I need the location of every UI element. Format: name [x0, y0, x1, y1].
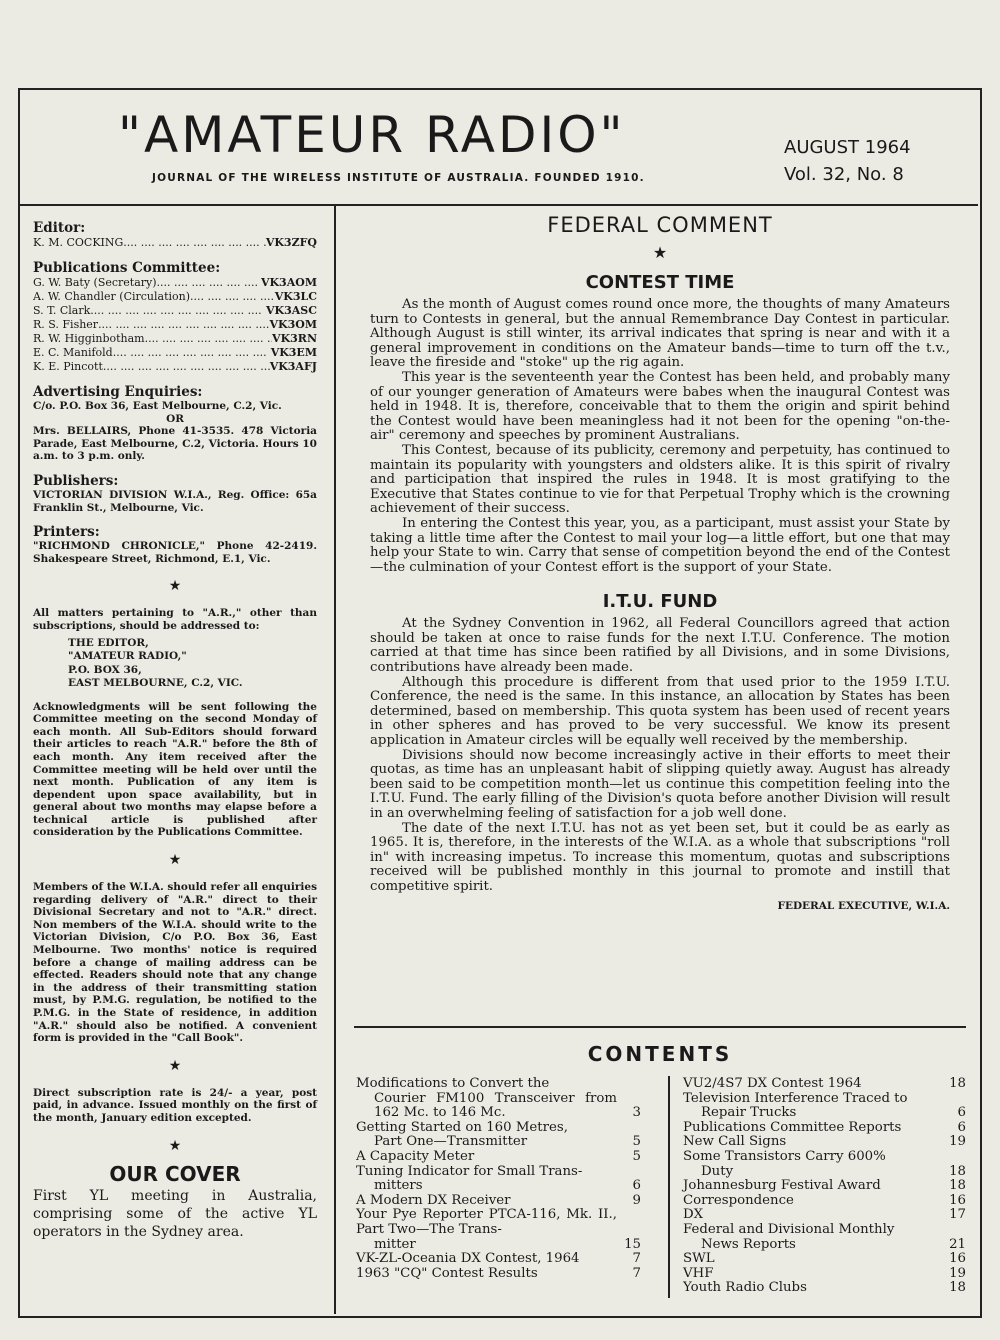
committee-member — [33, 290, 317, 304]
advertising-text: C/o. P.O. Box 36, East Melbourne, C.2, Vic. — [33, 400, 282, 412]
issue-volume: Vol. 32, No. 8 — [784, 164, 904, 185]
entry-page: 18 — [949, 1163, 966, 1179]
address-line: "AMATEUR RADIO," — [68, 650, 187, 663]
entry-page: 7 — [632, 1265, 641, 1281]
member-name: A. W. Chandler (Circulation) — [33, 290, 191, 303]
entry-title: Correspondence — [683, 1192, 794, 1208]
member-callsign: VK3RN — [272, 332, 317, 345]
member-callsign: VK3ASC — [266, 304, 317, 317]
entry-title: Johannesburg Festival Award — [683, 1178, 881, 1194]
issue-info — [784, 134, 911, 188]
star-divider: ★ — [168, 578, 182, 595]
entry-page: 19 — [949, 1265, 966, 1281]
contents-entry[interactable] — [683, 1121, 966, 1136]
leader-dots — [157, 276, 261, 290]
column-divider — [334, 206, 336, 1314]
entry-page: 17 — [949, 1207, 966, 1223]
entry-title: SWL — [683, 1251, 715, 1267]
contents-column-left — [356, 1077, 641, 1281]
contents-entry[interactable] — [683, 1179, 966, 1194]
article-paragraph: This year is the seventeenth year the Contest has been held, and probably many of our younger generation of Amateurs were babes when the inaugural Contest was held in 1948. It is, therefore, conceivable that to them the origin and spirit behind the Contest would have been meaningless had it not been for the opening "on-the-air" ceremony and speeches by prominent Australians. — [370, 369, 950, 444]
contents-entry[interactable] — [683, 1223, 966, 1252]
member-callsign: VK3AFJ — [269, 360, 317, 373]
member-name: R. S. Fisher — [33, 318, 99, 331]
star-divider: ★ — [652, 243, 668, 262]
entry-page: 19 — [949, 1134, 966, 1150]
publishers-heading: Publishers: — [33, 472, 119, 489]
subscription-text: Direct subscription rate is 24/- a year, post paid, in advance. Issued monthly on the first of the month, January edition excepted. — [33, 1086, 317, 1124]
contents-entry[interactable] — [356, 1194, 641, 1209]
printers-text: "RICHMOND CHRONICLE," Phone 42-2419. Shakespeare Street, Richmond, E.1, Vic. — [33, 540, 317, 565]
contents-entry[interactable] — [683, 1092, 966, 1121]
leader-dots — [98, 318, 269, 332]
masthead-subtitle: JOURNAL OF THE WIRELESS INSTITUTE OF AUSTRALIA. FOUNDED 1910. — [152, 172, 645, 184]
entry-title: Modifications to Convert the — [356, 1076, 550, 1091]
printers-block — [33, 524, 317, 565]
entry-page: 16 — [949, 1192, 966, 1208]
publishers-text: VICTORIAN DIVISION W.I.A., Reg. Office: 65a Franklin St., Melbourne, Vic. — [33, 488, 317, 514]
leader-dots — [113, 346, 271, 360]
contents-entry[interactable] — [683, 1194, 966, 1209]
article-paragraph: Divisions should now become increasingly active in their efforts to meet their quotas, as time has an unpleasant habit of slipping quietly away. August has already been said to be competition month—let us continue this competition feeling into the I.T.U. Fund. The early filling of the Division's quota before another Division will result in an overwhelming feeling of satisfaction for a job well done. — [370, 747, 950, 821]
contents-entry[interactable] — [356, 1267, 641, 1282]
entry-title: Federal and Divisional Monthly — [683, 1221, 895, 1237]
star-divider: ★ — [168, 852, 182, 869]
header-divider — [20, 204, 978, 206]
address-line: EAST MELBOURNE, C.2, VIC. — [68, 677, 243, 690]
committee-member — [33, 318, 317, 332]
committee-member — [33, 276, 317, 290]
contents-entry[interactable] — [683, 1267, 966, 1282]
article-paragraph: As the month of August comes round once more, the thoughts of many Amateurs turn to Contests in general, but the annual Remembrance Day Contest in particular. Although August is still winter, its arrival indicates that spring is near and with it a general improvement in conditions on the Amateur bands—time to turn off the t.v., leave the fireside and "stoke" up the rig again. — [370, 297, 950, 371]
entry-title: Television Interference Traced to — [683, 1090, 908, 1106]
member-name: R. W. Higginbotham — [33, 332, 145, 345]
entry-page: 5 — [632, 1134, 641, 1150]
entry-title: 1963 "CQ" Contest Results — [356, 1265, 538, 1281]
editor-name: K. M. COCKING — [33, 236, 124, 249]
leader-dots — [145, 332, 272, 346]
entry-title: VK-ZL-Oceania DX Contest, 1964 — [356, 1251, 580, 1267]
entry-title: Some Transistors Carry 600% — [683, 1148, 886, 1164]
acknowledgments-text: Acknowledgments will be sent following the Committee meeting on the second Monday of each month. All Sub-Editors should forward their articles to reach "A.R." before the 8th of each month. Any item received after the Committee meeting will be held over until the next month. Publication of any item is dependent upon space availability, but in general about two months may elapse before a technical article is published after consideration by the Publications Committee. — [33, 700, 317, 839]
leader-dots — [90, 304, 266, 318]
entry-page: 6 — [957, 1105, 966, 1121]
contents-column-divider — [668, 1076, 670, 1298]
entry-title: Your Pye Reporter PTCA-116, Mk. II., Part Two—The Trans- — [356, 1207, 617, 1237]
entry-title-cont: Courier FM100 Transceiver from 162 Mc. to 146 Mc. — [374, 1090, 617, 1121]
federal-comment — [370, 212, 950, 913]
entry-title: A Capacity Meter — [356, 1148, 475, 1164]
contents-entry[interactable] — [356, 1150, 641, 1165]
member-callsign: VK3LC — [274, 290, 317, 303]
entry-title: New Call Signs — [683, 1134, 787, 1150]
advertising-text-alt: Mrs. BELLAIRS, Phone 41-3535. 478 Victoria Parade, East Melbourne, C.2, Victoria. Hours 10 a.m. to 3 p.m. only. — [33, 425, 317, 463]
contents-entry[interactable] — [683, 1135, 966, 1150]
entry-title-cont: mitters — [374, 1178, 423, 1194]
entry-title-cont: mitter — [374, 1236, 416, 1252]
address-line: THE EDITOR, — [68, 636, 149, 649]
editor-heading: Editor: — [33, 220, 86, 236]
article-paragraph: Although this procedure is different from that used prior to the 1959 I.T.U. Conference, the need is the same. In this instance, an allocation by States has been determined, based on membership. This quota system has been used of recent years in other spheres and has proved to be very successful. We know its present application in Amateur circles will be equally well received by the membership. — [370, 674, 950, 749]
masthead-title: "AMATEUR RADIO" — [118, 106, 626, 164]
entry-title-cont: News Reports — [701, 1236, 796, 1252]
entry-page: 6 — [957, 1119, 966, 1135]
leader-dots — [190, 290, 275, 304]
entry-page: 7 — [632, 1251, 641, 1267]
member-name: K. E. Pincott — [33, 360, 103, 373]
leader-dots — [123, 236, 266, 250]
federal-comment-heading: FEDERAL COMMENT — [547, 213, 773, 237]
printers-heading: Printers: — [33, 524, 100, 541]
members-text: Members of the W.I.A. should refer all enquiries regarding delivery of "A.R." direct to their Divisional Secretary and not to "A.R." direct. Non members of the W.I.A. should write to the Victorian Division, C/o P.O. Box 36, East Melbourne. Two months' notice is required before a change of mailing address can be effected. Readers should note that any change in the address of their transmitting station must, by P.M.G. regulation, be notified to the P.M.G. in the State of residence, in addition "A.R." should also be notified. A convenient form is provided in the "Call Book". — [33, 881, 317, 1045]
entry-page: 18 — [949, 1076, 966, 1091]
address-line: P.O. BOX 36, — [68, 663, 142, 676]
editor-block — [33, 220, 317, 250]
editor-callsign: VK3ZFQ — [265, 236, 317, 249]
masthead-sidebar — [33, 220, 317, 1241]
cover-caption: First YL meeting in Australia, comprising some of the active YL operators in the Sydney area. — [33, 1187, 317, 1240]
entry-page: 5 — [632, 1148, 641, 1164]
star-divider: ★ — [168, 1057, 182, 1074]
committee-member — [33, 304, 317, 318]
member-callsign: VK3AOM — [260, 276, 317, 289]
entry-page: 16 — [949, 1251, 966, 1267]
entry-title-cont: Repair Trucks — [701, 1105, 797, 1121]
contest-time-heading: CONTEST TIME — [585, 272, 735, 293]
committee-block — [33, 260, 317, 374]
contents-column-right — [683, 1077, 966, 1296]
article-paragraph: This Contest, because of its publicity, ceremony and perpetuity, has continued to maintain its popularity with youngsters and oldsters alike. It is this spirit of rivalry and participation that inspired the rules in 1948. It is most gratifying to the Executive that States continue to vie for that Perpetual Trophy which is the crowning achievement of their success. — [370, 442, 950, 517]
editor-row — [33, 236, 317, 250]
contents-entry[interactable] — [356, 1077, 641, 1121]
contents-entry[interactable] — [683, 1077, 966, 1092]
entry-page: 6 — [632, 1178, 641, 1194]
contents-entry[interactable] — [683, 1252, 966, 1267]
contents-entry[interactable] — [683, 1208, 966, 1223]
contents-divider — [354, 1026, 966, 1028]
entry-page: 15 — [624, 1236, 641, 1252]
entry-title-cont: Duty — [701, 1163, 734, 1179]
contents-entry[interactable] — [683, 1281, 966, 1296]
entry-title: Youth Radio Clubs — [683, 1280, 807, 1296]
entry-title-cont: Part One—Transmitter — [374, 1134, 528, 1150]
contents-heading: CONTENTS — [587, 1042, 733, 1066]
matters-text: All matters pertaining to "A.R.," other than subscriptions, should be addressed to: — [33, 607, 317, 632]
entry-title: A Modern DX Receiver — [356, 1192, 511, 1208]
entry-title: Publications Committee Reports — [683, 1119, 902, 1135]
entry-title: VU2/4S7 DX Contest 1964 — [683, 1076, 862, 1091]
entry-title: DX — [683, 1207, 704, 1223]
article-paragraph: The date of the next I.T.U. has not as yet been set, but it could be as early as 1965. It is, therefore, in the interests of the W.I.A. as a whole that subscriptions "roll in" with increasing impetus. To increase this momentum, quotas and subscriptions received will be published monthly in this journal to promote and instill that competitive spirit. — [370, 820, 950, 894]
contents-entry[interactable] — [356, 1252, 641, 1267]
entry-title: Getting Started on 160 Metres, — [356, 1119, 568, 1135]
matters-block — [33, 607, 317, 690]
article-paragraph: At the Sydney Convention in 1962, all Federal Councillors agreed that action should be taken at once to raise funds for the next I.T.U. Conference. The motion carried at that time has since been ratified by all Divisions, and in some Divisions, contributions have already been made. — [370, 616, 950, 676]
leader-dots — [103, 360, 270, 374]
member-name: E. C. Manifold — [33, 346, 113, 359]
entry-page: 21 — [949, 1236, 966, 1252]
entry-page: 9 — [632, 1192, 641, 1208]
advertising-heading: Advertising Enquiries: — [33, 384, 203, 400]
entry-page: 3 — [632, 1105, 641, 1121]
contents-entry[interactable] — [683, 1150, 966, 1179]
member-callsign: VK3EM — [270, 346, 317, 359]
editor-address — [33, 637, 317, 691]
member-name: G. W. Baty (Secretary) — [33, 276, 157, 289]
committee-heading: Publications Committee: — [33, 260, 221, 276]
contents-entry[interactable] — [356, 1121, 641, 1150]
star-divider: ★ — [168, 1137, 182, 1154]
signature: FEDERAL EXECUTIVE, W.I.A. — [777, 899, 950, 912]
issue-date: AUGUST 1964 — [784, 137, 911, 158]
entry-title: VHF — [683, 1265, 714, 1281]
member-name: S. T. Clark — [33, 304, 91, 317]
contents-entry[interactable] — [356, 1208, 641, 1252]
entry-title: Tuning Indicator for Small Trans- — [356, 1163, 583, 1179]
entry-page: 18 — [949, 1280, 966, 1296]
member-callsign: VK3OM — [269, 318, 317, 331]
itu-fund-heading: I.T.U. FUND — [602, 591, 718, 613]
contents-entry[interactable] — [356, 1165, 641, 1194]
publishers-block — [33, 473, 317, 514]
advertising-block — [33, 384, 317, 463]
committee-member — [33, 346, 317, 360]
article-paragraph: In entering the Contest this year, you, as a participant, must assist your State by taking a little time after the Contest to mail your log—a little effort, but one that may help your State to win. Carry that sense of competition beyond the end of the Contest—the culmination of your Contest effort is the support of your State. — [370, 515, 950, 575]
entry-page: 18 — [949, 1178, 966, 1194]
committee-member — [33, 332, 317, 346]
committee-member — [33, 360, 317, 374]
cover-heading: OUR COVER — [109, 1161, 241, 1186]
advertising-or: OR — [166, 412, 184, 425]
